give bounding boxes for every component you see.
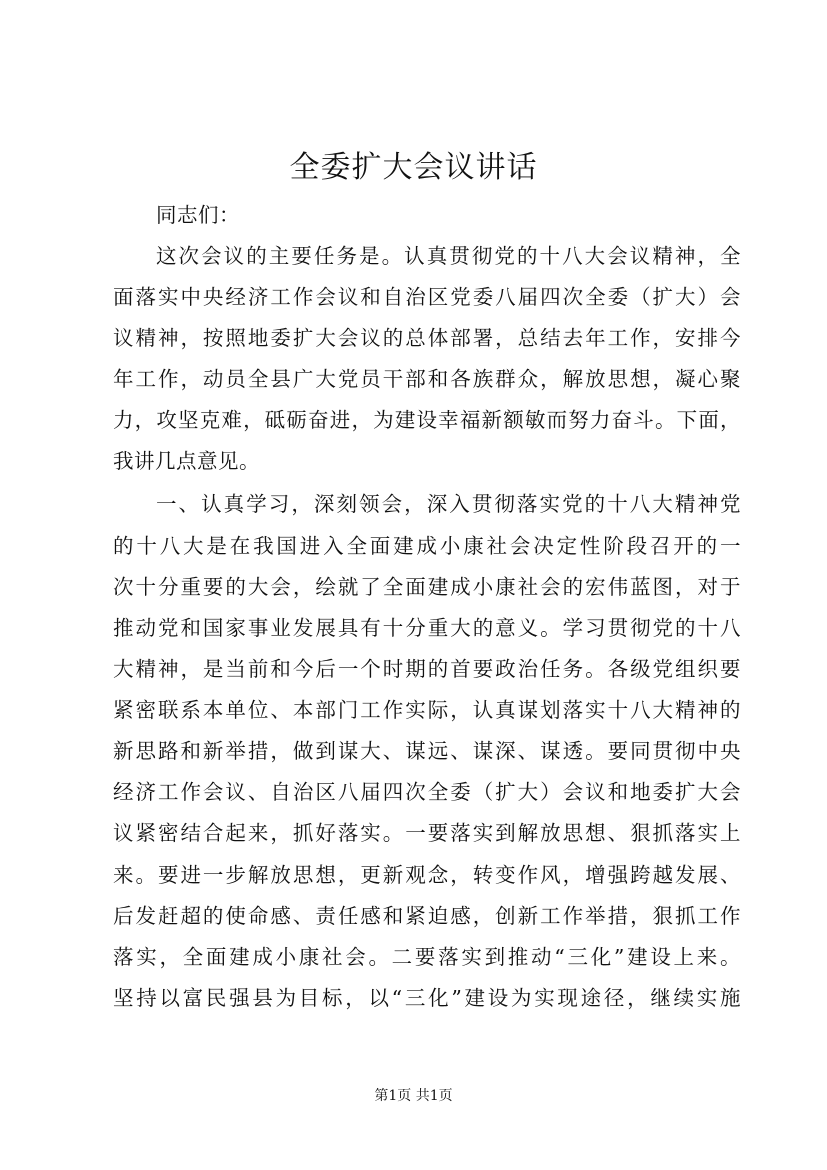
paragraph-line: 推动党和国家事业发展具有十分重大的意义。学习贯彻党的十八 (113, 616, 741, 640)
page-footer: 第1页 共1页 (374, 1088, 453, 1104)
paragraph-line: 经济工作会议、自治区八届四次全委（扩大）会议和地委扩大会 (113, 780, 741, 804)
document-title: 全委扩大会议讲话 (289, 150, 538, 185)
paragraph-line: 力，攻坚克难，砥砺奋进，为建设幸福新额敏而努力奋斗。下面， (113, 408, 741, 432)
paragraph-line: 来。要进一步解放思想，更新观念，转变作风，增强跨越发展、 (113, 863, 741, 887)
paragraph-line: 面落实中央经济工作会议和自治区党委八届四次全委（扩大）会 (113, 285, 741, 309)
paragraph-line: 年工作，动员全县广大党员干部和各族群众，解放思想，凝心聚 (113, 367, 741, 391)
paragraph-line: 议紧密结合起来，抓好落实。一要落实到解放思想、狠抓落实上 (113, 821, 741, 845)
paragraph-line: 议精神，按照地委扩大会议的总体部署，总结去年工作，安排今 (113, 326, 741, 350)
paragraph-line: 后发赶超的使命感、责任感和紧迫感，创新工作举措，狠抓工作 (113, 904, 741, 928)
paragraph-line: 大精神，是当前和今后一个时期的首要政治任务。各级党组织要 (113, 657, 741, 681)
paragraph-line: 一、认真学习，深刻领会，深入贯彻落实党的十八大精神党 (156, 492, 741, 516)
paragraph-line: 我讲几点意见。 (113, 449, 260, 473)
paragraph-line: 次十分重要的大会，绘就了全面建成小康社会的宏伟蓝图，对于 (113, 575, 741, 599)
paragraph-line: 落实，全面建成小康社会。二要落实到推动“三化”建设上来。 (113, 945, 741, 969)
paragraph-line: 新思路和新举措，做到谋大、谋远、谋深、谋透。要同贯彻中央 (113, 739, 741, 763)
paragraph-line: 坚持以富民强县为目标，以“三化”建设为实现途径，继续实施 (113, 986, 741, 1010)
paragraph-line: 这次会议的主要任务是。认真贯彻党的十八大会议精神，全 (156, 244, 741, 268)
salutation-line: 同志们： (156, 203, 240, 227)
paragraph-line: 的十八大是在我国进入全面建成小康社会决定性阶段召开的一 (113, 534, 741, 558)
paragraph-line: 紧密联系本单位、本部门工作实际，认真谋划落实十八大精神的 (113, 698, 741, 722)
